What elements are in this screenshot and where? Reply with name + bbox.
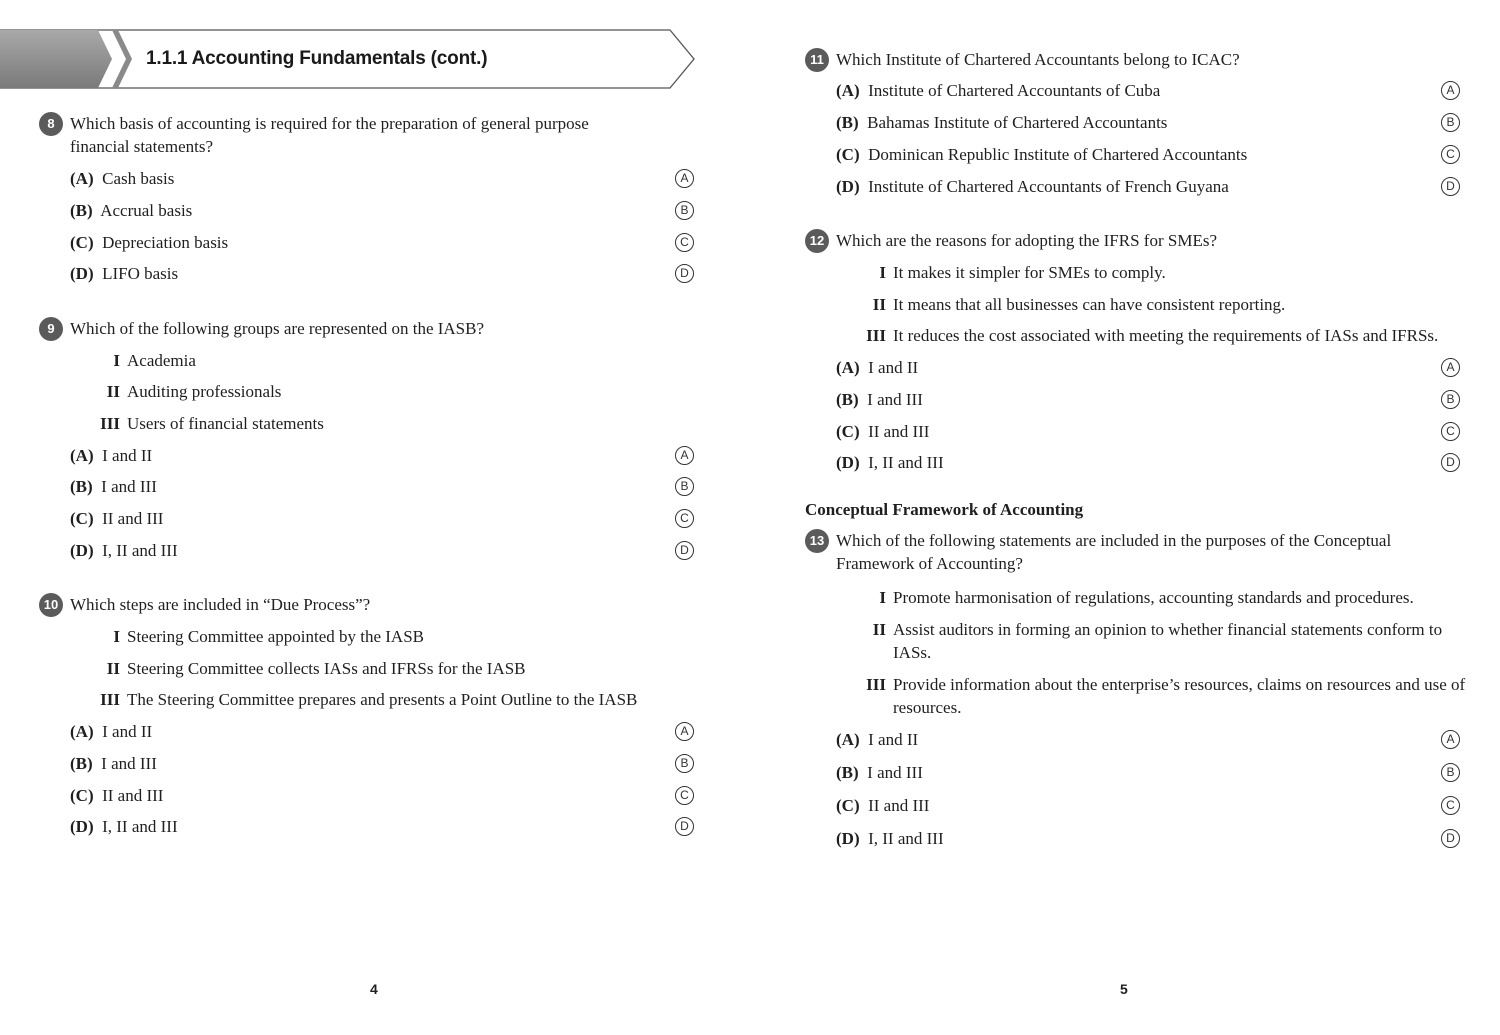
statement-numeral: II xyxy=(106,659,120,678)
answer-bubble-a[interactable]: A xyxy=(675,169,694,188)
option-text: Dominican Republic Institute of Chartered Accountants xyxy=(868,145,1248,164)
statement-numeral: II xyxy=(872,295,886,314)
option-letter: (C) xyxy=(70,233,94,252)
statement-numeral: II xyxy=(106,382,120,401)
option-row xyxy=(70,231,228,254)
answer-bubble-d[interactable]: D xyxy=(1441,177,1460,196)
option-row xyxy=(70,539,178,562)
question-number-badge: 13 xyxy=(805,529,829,553)
answer-bubble-b[interactable]: B xyxy=(1441,390,1460,409)
option-letter: (B) xyxy=(70,201,93,220)
option-text: I, II and III xyxy=(868,829,944,848)
option-text: Cash basis xyxy=(102,169,175,188)
statement-text: Auditing professionals xyxy=(127,382,282,401)
answer-bubble-b[interactable]: B xyxy=(675,477,694,496)
answer-bubble-c[interactable]: C xyxy=(675,786,694,805)
option-letter: (B) xyxy=(836,390,859,409)
statement-numeral: I xyxy=(113,351,120,370)
question-text: Which steps are included in “Due Process”? xyxy=(70,595,371,614)
statement-numeral: III xyxy=(100,414,120,433)
option-text: Institute of Chartered Accountants of French Guyana xyxy=(868,177,1229,196)
option-text: I and II xyxy=(868,730,919,749)
answer-bubble-a[interactable]: A xyxy=(675,722,694,741)
option-text: Depreciation basis xyxy=(102,233,229,252)
statement-numeral: I xyxy=(879,263,886,282)
option-row xyxy=(836,794,929,817)
question-number-badge: 10 xyxy=(39,593,63,617)
option-letter: (D) xyxy=(836,453,860,472)
answer-bubble-b[interactable]: B xyxy=(1441,113,1460,132)
statement-text: Users of financial statements xyxy=(127,414,324,433)
option-text: II and III xyxy=(868,796,930,815)
option-letter: (C) xyxy=(70,509,94,528)
option-letter: (A) xyxy=(836,358,860,377)
option-letter: (C) xyxy=(836,796,860,815)
option-letter: (D) xyxy=(70,817,94,836)
statement-text: Promote harmonisation of regulations, accounting standards and procedures. xyxy=(893,588,1414,607)
question-number-badge: 12 xyxy=(805,229,829,253)
question-text: Which Institute of Chartered Accountants belong to ICAC? xyxy=(836,50,1240,69)
option-text: Institute of Chartered Accountants of Cuba xyxy=(868,81,1161,100)
statement-text: It reduces the cost associated with meeting the requirements of IASs and IFRSs. xyxy=(893,326,1439,345)
option-letter: (A) xyxy=(70,169,94,188)
statement-text: It makes it simpler for SMEs to comply. xyxy=(893,263,1166,282)
option-letter: (A) xyxy=(70,722,94,741)
question-number-badge: 11 xyxy=(805,48,829,72)
page-number: 5 xyxy=(1120,981,1128,997)
answer-bubble-c[interactable]: C xyxy=(675,509,694,528)
statement-text: It means that all businesses can have consistent reporting. xyxy=(893,295,1286,314)
option-text: I and II xyxy=(102,446,153,465)
option-letter: (C) xyxy=(70,786,94,805)
statement-text: Academia xyxy=(127,351,196,370)
option-row xyxy=(836,111,1167,134)
answer-bubble-b[interactable]: B xyxy=(675,201,694,220)
option-row xyxy=(836,728,918,751)
statement-numeral: III xyxy=(866,675,886,694)
option-row xyxy=(70,720,152,743)
page-number: 4 xyxy=(370,981,378,997)
answer-bubble-c[interactable]: C xyxy=(1441,422,1460,441)
option-row xyxy=(70,752,157,775)
option-letter: (A) xyxy=(836,81,860,100)
statement-text: Steering Committee collects IASs and IFRSs for the IASB xyxy=(127,659,526,678)
option-row xyxy=(836,143,1247,166)
option-letter: (C) xyxy=(836,145,860,164)
option-letter: (A) xyxy=(836,730,860,749)
option-letter: (B) xyxy=(70,477,93,496)
option-row xyxy=(836,451,944,474)
option-text: Bahamas Institute of Chartered Accountants xyxy=(867,113,1168,132)
question-number-badge: 8 xyxy=(39,112,63,136)
answer-bubble-d[interactable]: D xyxy=(675,817,694,836)
statement-numeral: III xyxy=(866,326,886,345)
statement-text: Provide information about the enterprise’s resources, claims on resources and use of resources. xyxy=(893,675,1466,717)
option-text: II and III xyxy=(868,422,930,441)
option-letter: (D) xyxy=(836,177,860,196)
option-text: I and II xyxy=(102,722,153,741)
question-text: Which are the reasons for adopting the IFRS for SMEs? xyxy=(836,231,1217,250)
answer-bubble-b[interactable]: B xyxy=(675,754,694,773)
option-text: I and III xyxy=(101,477,157,496)
question-number-badge: 9 xyxy=(39,317,63,341)
option-letter: (B) xyxy=(836,113,859,132)
option-text: I and III xyxy=(867,763,923,782)
option-row xyxy=(836,761,923,784)
option-row xyxy=(836,79,1160,102)
option-row xyxy=(836,827,944,850)
answer-bubble-c[interactable]: C xyxy=(675,233,694,252)
option-text: II and III xyxy=(102,786,164,805)
statement-numeral: III xyxy=(100,690,120,709)
option-letter: (C) xyxy=(836,422,860,441)
answer-bubble-d[interactable]: D xyxy=(1441,453,1460,472)
option-text: II and III xyxy=(102,509,164,528)
option-row xyxy=(836,175,1229,198)
right-page xyxy=(750,0,1500,1035)
option-letter: (D) xyxy=(70,264,94,283)
option-text: Accrual basis xyxy=(100,201,193,220)
option-row xyxy=(836,388,923,411)
question-text: Which of the following statements are included in the purposes of the Conceptual Framework of Accounting? xyxy=(836,531,1392,573)
answer-bubble-a[interactable]: A xyxy=(1441,81,1460,100)
option-text: I and III xyxy=(867,390,923,409)
option-row xyxy=(836,356,918,379)
option-row xyxy=(70,444,152,467)
option-text: I and II xyxy=(868,358,919,377)
answer-bubble-b[interactable]: B xyxy=(1441,763,1460,782)
answer-bubble-d[interactable]: D xyxy=(675,264,694,283)
statement-numeral: I xyxy=(113,627,120,646)
question-text: Which basis of accounting is required for the preparation of general purpose financial statements? xyxy=(70,114,589,156)
statement-text: The Steering Committee prepares and presents a Point Outline to the IASB xyxy=(127,690,638,709)
option-row xyxy=(70,262,178,285)
section-subheading: Conceptual Framework of Accounting xyxy=(805,500,1084,519)
option-row xyxy=(70,167,174,190)
option-letter: (A) xyxy=(70,446,94,465)
answer-bubble-c[interactable]: C xyxy=(1441,796,1460,815)
statement-text: Steering Committee appointed by the IASB xyxy=(127,627,424,646)
option-text: I, II and III xyxy=(868,453,944,472)
option-text: I, II and III xyxy=(102,541,178,560)
option-letter: (D) xyxy=(70,541,94,560)
answer-bubble-c[interactable]: C xyxy=(1441,145,1460,164)
answer-bubble-d[interactable]: D xyxy=(1441,829,1460,848)
statement-numeral: II xyxy=(872,620,886,639)
option-row xyxy=(70,507,163,530)
option-letter: (B) xyxy=(836,763,859,782)
option-row xyxy=(70,475,157,498)
option-letter: (D) xyxy=(836,829,860,848)
answer-bubble-d[interactable]: D xyxy=(675,541,694,560)
section-banner xyxy=(0,29,700,89)
statement-numeral: I xyxy=(879,588,886,607)
option-row xyxy=(70,784,163,807)
option-text: I, II and III xyxy=(102,817,178,836)
answer-bubble-a[interactable]: A xyxy=(675,446,694,465)
answer-bubble-a[interactable]: A xyxy=(1441,730,1460,749)
option-row xyxy=(836,420,929,443)
question-text: Which of the following groups are represented on the IASB? xyxy=(70,319,485,338)
option-text: LIFO basis xyxy=(102,264,179,283)
option-text: I and III xyxy=(101,754,157,773)
option-letter: (B) xyxy=(70,754,93,773)
option-row xyxy=(70,199,192,222)
option-row xyxy=(70,815,178,838)
section-title: 1.1.1 Accounting Fundamentals (cont.) xyxy=(146,48,488,69)
statement-text: Assist auditors in forming an opinion to whether financial statements conform to IASs. xyxy=(893,620,1443,662)
answer-bubble-a[interactable]: A xyxy=(1441,358,1460,377)
